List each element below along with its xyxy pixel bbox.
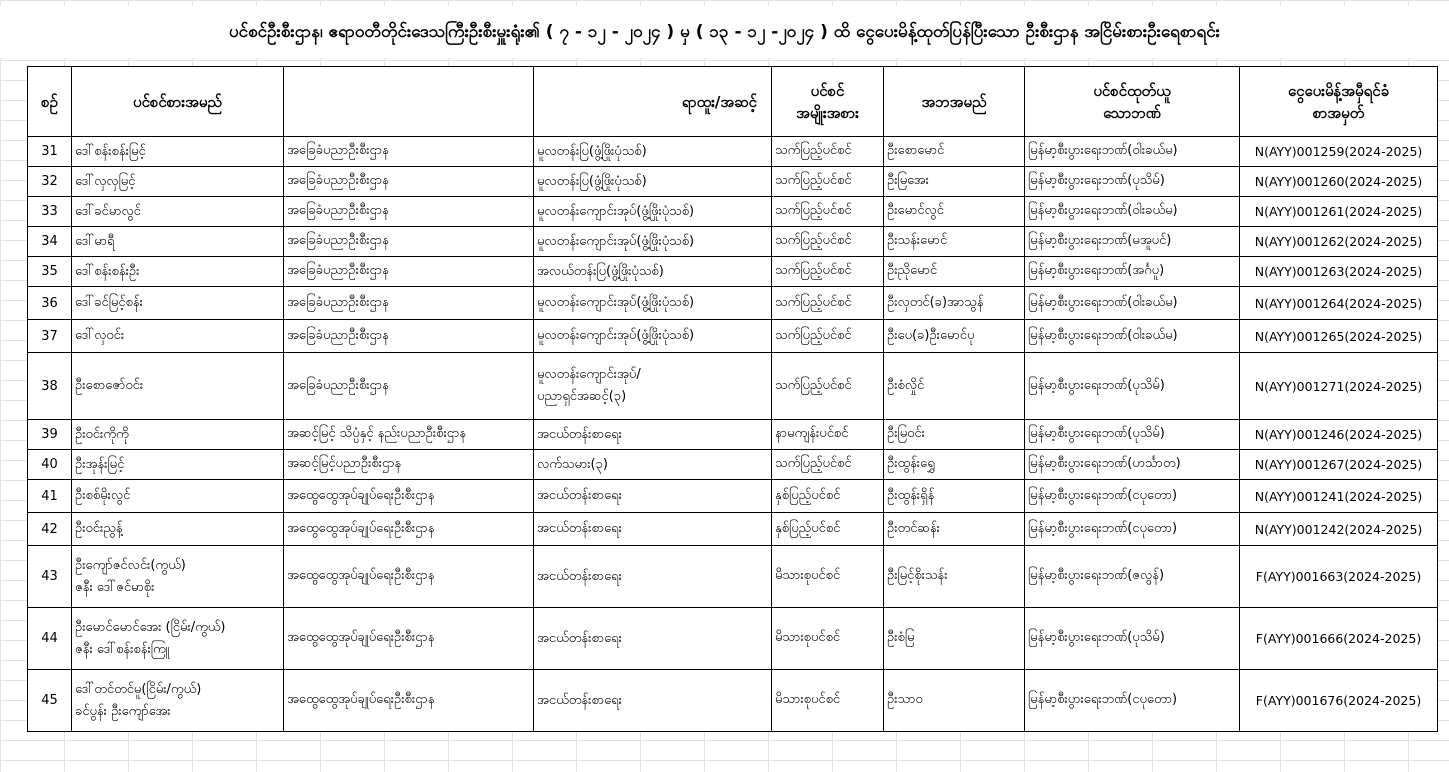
cell-no[interactable]: 32 [28, 167, 72, 197]
cell-rank[interactable]: အငယ်တန်းစာရေး [534, 546, 772, 608]
cell-certificate-no[interactable]: N(AYY)001246(2024-2025) [1240, 420, 1438, 450]
cell-pension-type[interactable]: နှစ်ပြည့်ပင်စင် [772, 513, 884, 546]
cell-name[interactable]: ဦးမောင်မောင်အေး (ငြိမ်း/ကွယ်) ဇနီး ဒေါ်စန်းစန်းကြူ [72, 608, 284, 670]
cell-no[interactable]: 39 [28, 420, 72, 450]
cell-no[interactable]: 31 [28, 137, 72, 167]
cell-rank[interactable]: အလယ်တန်းပြ(ဖွံ့ဖြိုးပုံသစ်) [534, 257, 772, 287]
cell-pension-type[interactable]: သက်ပြည့်ပင်စင် [772, 257, 884, 287]
cell-father-name[interactable]: ဦးမြဝင်း [884, 420, 1025, 450]
cell-no[interactable]: 40 [28, 450, 72, 480]
cell-no[interactable]: 38 [28, 353, 72, 420]
cell-certificate-no[interactable]: N(AYY)001261(2024-2025) [1240, 197, 1438, 227]
cell-department[interactable]: အထွေထွေအုပ်ချုပ်ရေးဦးစီးဌာန [284, 608, 534, 670]
cell-father-name[interactable]: ဦးတင်ဆန်း [884, 513, 1025, 546]
cell-rank[interactable]: အငယ်တန်းစာရေး [534, 480, 772, 513]
cell-no[interactable]: 37 [28, 320, 72, 353]
table-body [28, 137, 1438, 732]
cell-bank[interactable]: မြန်မာ့စီးပွားရေးဘဏ်(ဇလွန်) [1025, 546, 1240, 608]
table-row [28, 353, 1438, 420]
table-row [28, 670, 1438, 732]
cell-father-name[interactable]: ဦးပေ(ခ)ဦးမောင်ပု [884, 320, 1025, 353]
header-department [284, 67, 534, 137]
table-row [28, 420, 1438, 450]
cell-father-name[interactable]: ဦးသန်းမောင် [884, 227, 1025, 257]
table-row [28, 608, 1438, 670]
cell-no[interactable]: 45 [28, 670, 72, 732]
cell-pension-type[interactable]: နှစ်ပြည့်ပင်စင် [772, 480, 884, 513]
cell-bank[interactable]: မြန်မာ့စီးပွားရေးဘဏ်(ဝါးခယ်မ) [1025, 287, 1240, 320]
table-row [28, 227, 1438, 257]
cell-father-name[interactable]: ဦးမြင့်စိုးသန်း [884, 546, 1025, 608]
cell-pension-type[interactable]: နာမကျန်းပင်စင် [772, 420, 884, 450]
cell-father-name[interactable]: ဦးစောမောင် [884, 137, 1025, 167]
table-row [28, 480, 1438, 513]
cell-rank[interactable]: အငယ်တန်းစာရေး [534, 670, 772, 732]
cell-certificate-no[interactable]: N(AYY)001260(2024-2025) [1240, 167, 1438, 197]
cell-rank[interactable]: မူလတန်းပြ(ဖွံ့ဖြိုးပုံသစ်) [534, 167, 772, 197]
cell-pension-type[interactable]: သက်ပြည့်ပင်စင် [772, 450, 884, 480]
cell-pension-type[interactable]: မိသားစုပင်စင် [772, 670, 884, 732]
cell-no[interactable]: 34 [28, 227, 72, 257]
cell-no[interactable]: 36 [28, 287, 72, 320]
cell-rank[interactable]: မူလတန်းကျောင်းအုပ်/ ပညာရှင်အဆင့်(၃) [534, 353, 772, 420]
header-no: စဉ် [28, 67, 72, 137]
cell-department[interactable]: အထွေထွေအုပ်ချုပ်ရေးဦးစီးဌာန [284, 670, 534, 732]
cell-father-name[interactable]: ဦးလှတင်(ခ)အာသွန် [884, 287, 1025, 320]
cell-bank[interactable]: မြန်မာ့စီးပွားရေးဘဏ်(ပုသိမ်) [1025, 420, 1240, 450]
cell-rank[interactable]: မူလတန်းပြ(ဖွံ့ဖြိုးပုံသစ်) [534, 137, 772, 167]
cell-bank[interactable]: မြန်မာ့စီးပွားရေးဘဏ်(ငပုတော) [1025, 480, 1240, 513]
cell-father-name[interactable]: ဦးသာဝ [884, 670, 1025, 732]
cell-name[interactable]: ဒေါ်ခင်မြင့်စန်း [72, 287, 284, 320]
header-certificate-no: ငွေပေးမိန့်အမှီရင်ခံ စာအမှတ် [1240, 67, 1438, 137]
cell-name[interactable]: ဒေါ်ခင်မာလွင် [72, 197, 284, 227]
cell-father-name[interactable]: ဦးမြအေး [884, 167, 1025, 197]
cell-department[interactable]: အထွေထွေအုပ်ချုပ်ရေးဦးစီးဌာန [284, 513, 534, 546]
cell-bank[interactable]: မြန်မာ့စီးပွားရေးဘဏ်(ငပုတော) [1025, 670, 1240, 732]
cell-name[interactable]: ဦးကျော်ဇင်လင်း(ကွယ်) ဇနီး ဒေါ်ဇင်မာစိုး [72, 546, 284, 608]
cell-bank[interactable]: မြန်မာ့စီးပွားရေးဘဏ်(ပုသိမ်) [1025, 353, 1240, 420]
cell-pension-type[interactable]: သက်ပြည့်ပင်စင် [772, 320, 884, 353]
cell-certificate-no[interactable]: N(AYY)001241(2024-2025) [1240, 480, 1438, 513]
header-pension-type: ပင်စင် အမျိုးအစား [772, 67, 884, 137]
cell-department[interactable]: အဆင့်မြင့် သိပ္ပံနှင့် နည်းပညာဦးစီးဌာန [284, 420, 534, 450]
cell-rank[interactable]: မူလတန်းကျောင်းအုပ်(ဖွံ့ဖြိုးပုံသစ်) [534, 320, 772, 353]
header-rank: ရာထူး/အဆင့် [534, 67, 772, 137]
cell-certificate-no[interactable]: N(AYY)001271(2024-2025) [1240, 353, 1438, 420]
cell-department[interactable]: အထွေထွေအုပ်ချုပ်ရေးဦးစီးဌာန [284, 480, 534, 513]
cell-pension-type[interactable]: သက်ပြည့်ပင်စင် [772, 353, 884, 420]
table-row [28, 287, 1438, 320]
cell-certificate-no[interactable]: N(AYY)001265(2024-2025) [1240, 320, 1438, 353]
cell-name[interactable]: ဦးစောဇော်ဝင်း [72, 353, 284, 420]
cell-bank[interactable]: မြန်မာ့စီးပွားရေးဘဏ်(ဝါးခယ်မ) [1025, 197, 1240, 227]
cell-pension-type[interactable]: မိသားစုပင်စင် [772, 546, 884, 608]
cell-department[interactable]: အခြေခံပညာဦးစီးဌာန [284, 353, 534, 420]
cell-no[interactable]: 35 [28, 257, 72, 287]
cell-rank[interactable]: အငယ်တန်းစာရေး [534, 513, 772, 546]
cell-certificate-no[interactable]: N(AYY)001242(2024-2025) [1240, 513, 1438, 546]
cell-name[interactable]: ဦးဝင်းကိုကို [72, 420, 284, 450]
pension-register-table [27, 66, 1438, 732]
cell-name[interactable]: ဦးအုန်းမြင့် [72, 450, 284, 480]
cell-certificate-no[interactable]: N(AYY)001259(2024-2025) [1240, 137, 1438, 167]
cell-father-name[interactable]: ဦးစံလှိုင် [884, 353, 1025, 420]
cell-no[interactable]: 33 [28, 197, 72, 227]
cell-father-name[interactable]: ဦးစံမြ [884, 608, 1025, 670]
page-title: ပင်စင်ဦးစီးဌာန၊ ဧရာဝတီတိုင်းဒေသကြီးဦးစီးမှူးရုံး၏ ( ၇ - ၁၂ - ၂၀၂၄ ) မှ ( ၁၃ - ၁၂ -၂၀၂၄ ) ထိ ငွေပေးမိန့်ထုတ်ပြန်ပြီးသော ဦးစီးဌာန အငြိမ်းစားဦးရေစာရင်း [0, 6, 1449, 58]
cell-pension-type[interactable]: သက်ပြည့်ပင်စင် [772, 137, 884, 167]
cell-name[interactable]: ဦးဝင်းညွန့် [72, 513, 284, 546]
cell-department[interactable]: အခြေခံပညာဦးစီးဌာန [284, 197, 534, 227]
cell-certificate-no[interactable]: F(AYY)001666(2024-2025) [1240, 608, 1438, 670]
cell-father-name[interactable]: ဦးညိုမောင် [884, 257, 1025, 287]
cell-pension-type[interactable]: သက်ပြည့်ပင်စင် [772, 287, 884, 320]
cell-bank[interactable]: မြန်မာ့စီးပွားရေးဘဏ်(ပုသိမ်) [1025, 167, 1240, 197]
cell-bank[interactable]: မြန်မာ့စီးပွားရေးဘဏ်(ငပုတော) [1025, 513, 1240, 546]
cell-bank[interactable]: မြန်မာ့စီးပွားရေးဘဏ်(မအူပင်) [1025, 227, 1240, 257]
cell-name[interactable]: ဒေါ်တင်တင်မူ(ငြိမ်း/ကွယ်) ခင်ပွန်း ဦးကျော်အေး [72, 670, 284, 732]
cell-name[interactable]: ဦးစစ်မိုးလွင် [72, 480, 284, 513]
cell-pension-type[interactable]: သက်ပြည့်ပင်စင် [772, 227, 884, 257]
cell-pension-type[interactable]: သက်ပြည့်ပင်စင် [772, 167, 884, 197]
cell-father-name[interactable]: ဦးထွန်းရွှေ [884, 450, 1025, 480]
cell-rank[interactable]: အငယ်တန်းစာရေး [534, 420, 772, 450]
cell-bank[interactable]: မြန်မာ့စီးပွားရေးဘဏ်(ဝါးခယ်မ) [1025, 320, 1240, 353]
cell-name[interactable]: ဒေါ်စန်းစန်းမြင့် [72, 137, 284, 167]
cell-certificate-no[interactable]: N(AYY)001267(2024-2025) [1240, 450, 1438, 480]
cell-rank[interactable]: လက်သမား(၃) [534, 450, 772, 480]
table-row [28, 257, 1438, 287]
cell-name[interactable]: ဒေါ်လှလှမြင့် [72, 167, 284, 197]
cell-rank[interactable]: မူလတန်းကျောင်းအုပ်(ဖွံ့ဖြိုးပုံသစ်) [534, 227, 772, 257]
cell-department[interactable]: အခြေခံပညာဦးစီးဌာန [284, 227, 534, 257]
cell-pension-type[interactable]: သက်ပြည့်ပင်စင် [772, 197, 884, 227]
cell-rank[interactable]: မူလတန်းကျောင်းအုပ်(ဖွံ့ဖြိုးပုံသစ်) [534, 197, 772, 227]
cell-department[interactable]: အခြေခံပညာဦးစီးဌာန [284, 137, 534, 167]
cell-father-name[interactable]: ဦးထွန်းရှိန် [884, 480, 1025, 513]
cell-bank[interactable]: မြန်မာ့စီးပွားရေးဘဏ်(ဟင်္သာတ) [1025, 450, 1240, 480]
cell-department[interactable]: အထွေထွေအုပ်ချုပ်ရေးဦးစီးဌာန [284, 546, 534, 608]
cell-bank[interactable]: မြန်မာ့စီးပွားရေးဘဏ်(ဝါးခယ်မ) [1025, 137, 1240, 167]
cell-name[interactable]: ဒေါ်စန်းစန်းဦး [72, 257, 284, 287]
cell-certificate-no[interactable]: N(AYY)001263(2024-2025) [1240, 257, 1438, 287]
header-father-name: အဘအမည် [884, 67, 1025, 137]
cell-certificate-no[interactable]: F(AYY)001676(2024-2025) [1240, 670, 1438, 732]
cell-bank[interactable]: မြန်မာ့စီးပွားရေးဘဏ်(ပုသိမ်) [1025, 608, 1240, 670]
cell-name[interactable]: ဒေါ်မာရီ [72, 227, 284, 257]
cell-no[interactable]: 44 [28, 608, 72, 670]
cell-father-name[interactable]: ဦးမောင်လွင် [884, 197, 1025, 227]
table-row [28, 137, 1438, 167]
table-row [28, 546, 1438, 608]
header-bank: ပင်စင်ထုတ်ယူ သောဘဏ် [1025, 67, 1240, 137]
table-row [28, 513, 1438, 546]
table-row [28, 320, 1438, 353]
cell-certificate-no[interactable]: N(AYY)001264(2024-2025) [1240, 287, 1438, 320]
table-header-row [28, 67, 1438, 137]
cell-department[interactable]: အခြေခံပညာဦးစီးဌာန [284, 320, 534, 353]
header-name: ပင်စင်စားအမည် [72, 67, 284, 137]
cell-no[interactable]: 41 [28, 480, 72, 513]
cell-no[interactable]: 42 [28, 513, 72, 546]
cell-bank[interactable]: မြန်မာ့စီးပွားရေးဘဏ်(အင်္ဂပူ) [1025, 257, 1240, 287]
table-row [28, 197, 1438, 227]
cell-department[interactable]: အဆင့်မြင့်ပညာဦးစီးဌာန [284, 450, 534, 480]
cell-pension-type[interactable]: မိသားစုပင်စင် [772, 608, 884, 670]
cell-department[interactable]: အခြေခံပညာဦးစီးဌာန [284, 257, 534, 287]
cell-certificate-no[interactable]: F(AYY)001663(2024-2025) [1240, 546, 1438, 608]
table-row [28, 167, 1438, 197]
cell-department[interactable]: အခြေခံပညာဦးစီးဌာန [284, 167, 534, 197]
cell-name[interactable]: ဒေါ်လှဝင်း [72, 320, 284, 353]
cell-no[interactable]: 43 [28, 546, 72, 608]
cell-rank[interactable]: အငယ်တန်းစာရေး [534, 608, 772, 670]
cell-rank[interactable]: မူလတန်းကျောင်းအုပ်(ဖွံ့ဖြိုးပုံသစ်) [534, 287, 772, 320]
cell-department[interactable]: အခြေခံပညာဦးစီးဌာန [284, 287, 534, 320]
cell-certificate-no[interactable]: N(AYY)001262(2024-2025) [1240, 227, 1438, 257]
table-row [28, 450, 1438, 480]
